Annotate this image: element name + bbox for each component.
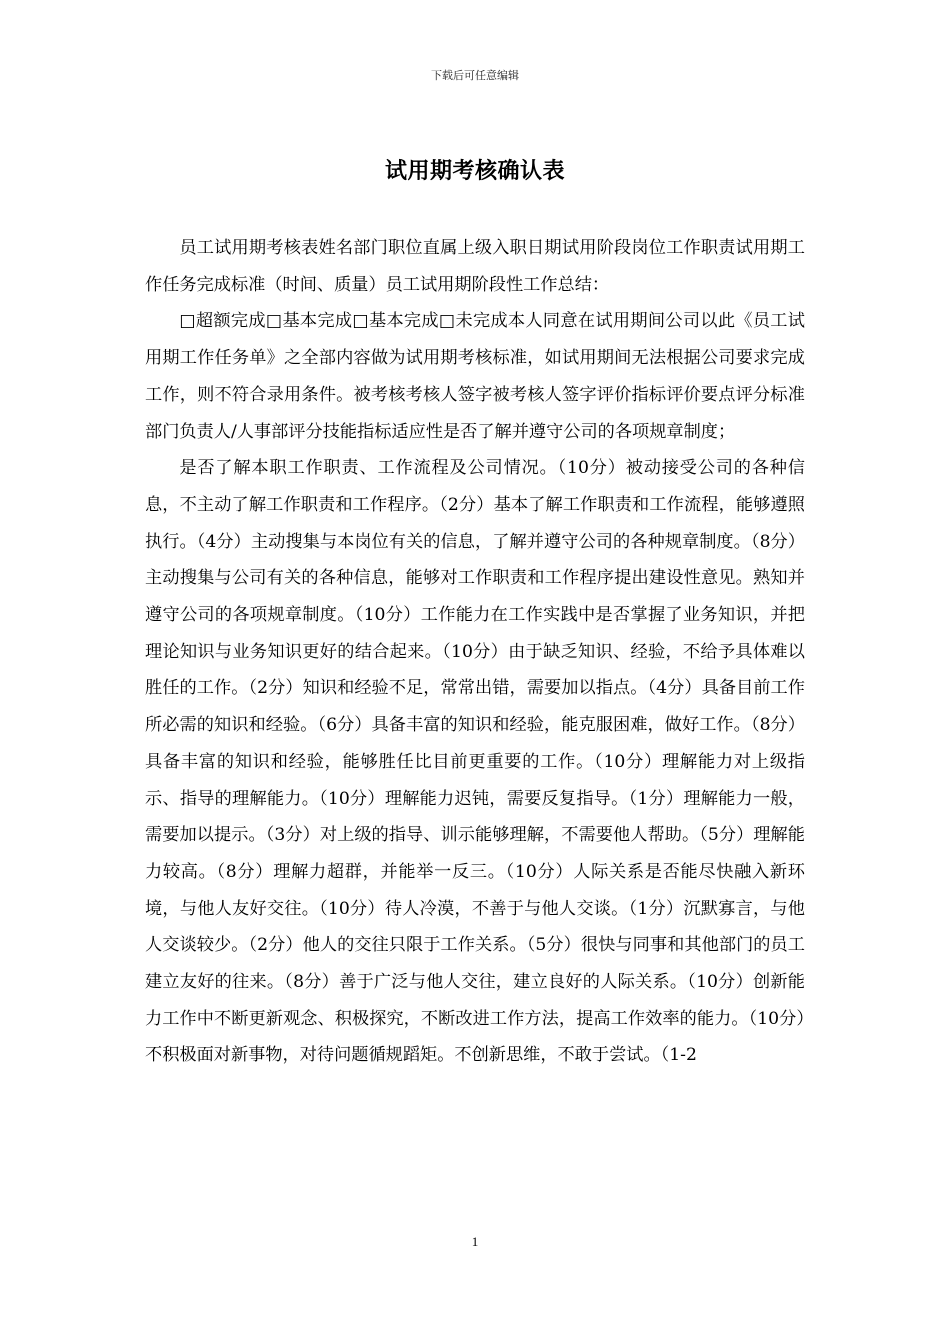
- document-title: 试用期考核确认表: [384, 159, 565, 184]
- document-body: [145, 230, 805, 1074]
- header-note: 下载后可任意编辑: [431, 69, 519, 82]
- page-number: 1: [471, 1234, 479, 1249]
- paragraph-2: □超额完成□基本完成□基本完成□未完成本人同意在试用期间公司以此《员工试用期工作任务单》之全部内容做为试用期考核标准，如试用期间无法根据公司要求完成工作，则不符合录用条件。被考核考核人签字被考核人签字评价指标评价要点评分标准部门负责人/人事部评分技能指标适应性是否了解并遵守公司的各项规章制度；: [145, 311, 805, 442]
- paragraph-3: 是否了解本职工作职责、工作流程及公司情况。（10分）被动接受公司的各种信息，不主动了解工作职责和工作程序。（2分）基本了解工作职责和工作流程，能够遵照执行。（4分）主动搜集与本岗位有关的信息，了解并遵守公司的各种规章制度。（8分）主动搜集与公司有关的各种信息，能够对工作职责和工作程序提出建设性意见。熟知并遵守公司的各项规章制度。（10分）工作能力在工作实践中是否掌握了业务知识，并把理论知识与业务知识更好的结合起来。（10分）由于缺乏知识、经验，不给予具体难以胜任的工作。（2分）知识和经验不足，常常出错，需要加以指点。（4分）具备目前工作所必需的知识和经验。（6分）具备丰富的知识和经验，能克服困难，做好工作。（8分）具备丰富的知识和经验，能够胜任比目前更重要的工作。（10分）理解能力对上级指示、指导的理解能力。（10分）理解能力迟钝，需要反复指导。（1分）理解能力一般，需要加以提示。（3分）对上级的指导、训示能够理解，不需要他人帮助。（5分）理解能力较高。（8分）理解力超群，并能举一反三。（10分）人际关系是否能尽快融入新环境，与他人友好交往。（10分）待人冷漠，不善于与他人交谈。（1分）沉默寡言，与他人交谈较少。（2分）他人的交往只限于工作关系。（5分）很快与同事和其他部门的员工建立友好的往来。（8分）善于广泛与他人交往，建立良好的人际关系。（10分）创新能力工作中不断更新观念、积极探究，不断改进工作方法，提高工作效率的能力。（10分）不积极面对新事物，对待问题循规蹈矩。不创新思维，不敢于尝试。（1-2: [145, 458, 805, 1066]
- paragraph-1: 员工试用期考核表姓名部门职位直属上级入职日期试用阶段岗位工作职责试用期工作任务完成标准（时间、质量）员工试用期阶段性工作总结：: [145, 238, 805, 295]
